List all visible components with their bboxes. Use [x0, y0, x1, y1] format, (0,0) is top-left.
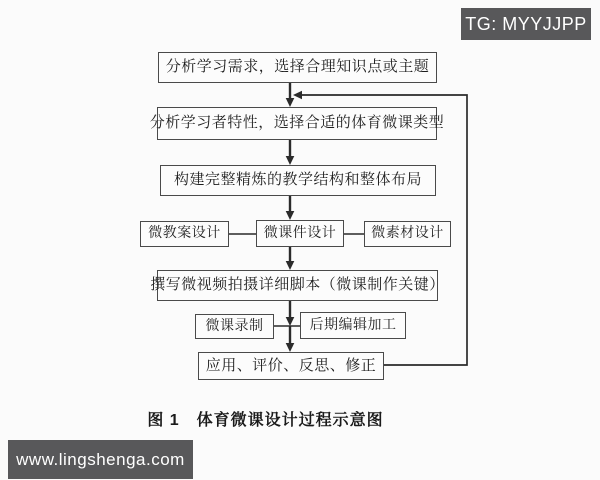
flow-node-analyze-learners: 分析学习者特性，选择合适的体育微课类型: [157, 107, 437, 140]
flow-node-apply-evaluate: 应用、评价、反思、修正: [198, 352, 384, 380]
figure-caption: 图 1 体育微课设计过程示意图: [147, 412, 384, 429]
arrowhead-step3: [286, 156, 295, 165]
flow-node-micro-recording: 微课录制: [195, 314, 274, 339]
flow-node-micro-lesson-plan: 微教案设计: [140, 221, 229, 247]
arrowhead-apply: [286, 343, 295, 352]
flow-node-build-structure: 构建完整精炼的教学结构和整体布局: [160, 165, 436, 196]
flow-node-micro-material: 微素材设计: [364, 221, 451, 247]
arrowhead-step2: [286, 98, 295, 107]
arrowhead-feedback-left: [293, 91, 302, 100]
arrowhead-script: [286, 261, 295, 270]
flow-node-post-editing: 后期编辑加工: [300, 312, 406, 339]
flow-node-analyze-needs: 分析学习需求，选择合理知识点或主题: [158, 52, 437, 83]
arrowhead-courseware: [286, 211, 295, 220]
flow-node-write-script: 撰写微视频拍摄详细脚本（微课制作关键）: [157, 270, 438, 301]
telegram-watermark-badge: TG: MYYJJPP: [461, 8, 591, 40]
flow-node-micro-courseware: 微课件设计: [256, 220, 344, 247]
arrowhead-recording-row: [286, 317, 295, 326]
website-watermark-badge: www.lingshenga.com: [8, 440, 193, 479]
